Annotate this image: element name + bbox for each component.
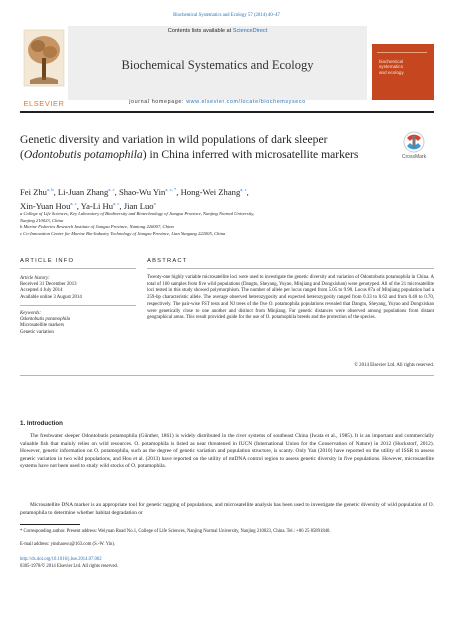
article-info-rule bbox=[20, 268, 136, 269]
keywords bbox=[20, 311, 136, 336]
abstract-text: Twenty-one highly variable microsatellite loci were used to investigate the genetic diversity and variation of Odontobutis potamophila in China. A total of 160 samples from five wild populations (Dangtu, Sheyang, Yuyao, Minjiang and Dongxishan) were genotyped. All of the 21 microsatellite loci tested in this study showed polymorphism. The number of allele per locus ranged from 5.05 to 9.90. Locus 87a of Minjiang population had a 259-bp characteristic allele. The average observed heterozygosity and expected heterozygosity ranged from 0.33 to 0.62 and from 0.40 to 0.70, respectively. The pair-wise FST tests and NJ trees of the five O. potamophila populations revealed that Dangtu, Sheyang, Yuyao and Dongxishan were genetically close to one another and distinct from Minjiang. Far genetic distances were observed among populations from distant geographical areas. This result provided guide for the use of O. potamophila breeds and the protection of the species. bbox=[147, 275, 434, 321]
footnote-corresponding: * Corresponding author. Present address: Weiyuan Road No.1, College of Life Sciences, Nanjing Normal University, Nanjing 210023, China. Tel.: +86 25 85891840. bbox=[20, 529, 331, 534]
elsevier-logo[interactable] bbox=[22, 28, 66, 100]
elsevier-wordmark: ELSEVIER bbox=[23, 99, 65, 108]
affiliations bbox=[20, 211, 434, 237]
keywords-label: Keywords: bbox=[20, 311, 42, 316]
cover-title bbox=[379, 59, 431, 75]
abstract-copyright: © 2014 Elsevier Ltd. All rights reserved. bbox=[354, 363, 434, 368]
contents-prefix: Contents lists available at bbox=[167, 28, 233, 34]
history-item: Received 31 December 2013 bbox=[20, 282, 77, 288]
keyword: Microsatellite markers bbox=[20, 323, 65, 329]
cover-line-2: systematics bbox=[379, 64, 403, 70]
author[interactable]: Ya-Li Hu$^{a, c}$ bbox=[80, 200, 120, 211]
crossmark-label: CrossMark bbox=[401, 154, 427, 160]
history-item: Accepted 4 July 2014 bbox=[20, 288, 63, 294]
abstract-rule bbox=[147, 268, 434, 269]
issn-line: 0305-1978/© 2014 Elsevier Ltd. All rights reserved. bbox=[20, 564, 119, 569]
article-info-heading: ARTICLE INFO bbox=[20, 258, 75, 264]
crossmark-icon bbox=[393, 130, 435, 166]
article-title: Genetic diversity and variation in wild populations of dark sleeper (Odontobutis potamophila) in China inferred with microsatellite markers bbox=[20, 133, 359, 161]
affiliation: c Co-Innovation Center for Marine Bio-Industry Technology of Jiangsu Province, Lian Yungang 222005, China bbox=[20, 230, 226, 236]
keyword: Odontobutis potamophila bbox=[20, 317, 71, 323]
cover-line-1: biochemical bbox=[379, 59, 404, 64]
intro-paragraph-1: The freshwater sleeper Odontobutis potamophila (Günther, 1861) is widely distributed in the river systems of southeast China (Iwata et al., 1985). It is an important and commercially valuable fish that mainly relies on wild resources. O. potamophila is listed as near threatened in IUCN (International Union for the Conservation of Nature) in 2012 (Huckstorf, 2012). However, genetic information on O. potamophila, such as the degree of genetic variation and population structure, is scanty. Only Yan (2010) have reported on the utility of ISSR to assess genetic variation in two wild populations, and Hou et al. (2013) have reported on the utility of mtDNA control region to assess genetic diversity in five populations. However, microsatellite systems have not been used to study wild stocks of O. potamophila. bbox=[20, 433, 434, 470]
footnote-rule bbox=[20, 524, 80, 525]
affiliation: Nanjing 210023, China bbox=[20, 217, 64, 223]
article-history bbox=[20, 276, 136, 301]
cover-rule bbox=[377, 52, 427, 53]
history-rule bbox=[20, 305, 136, 306]
doi-link[interactable]: http://dx.doi.org/10.1016/j.bse.2014.07.002 bbox=[20, 557, 102, 562]
journal-title[interactable]: Biochemical Systematics and Ecology bbox=[121, 58, 314, 72]
author[interactable]: Jian Luo$^a$ bbox=[123, 200, 156, 211]
author[interactable]: Li-Juan Zhang$^{a, c}$ bbox=[57, 186, 115, 197]
abstract-heading: ABSTRACT bbox=[147, 258, 188, 264]
keyword: Genetic variation bbox=[20, 329, 54, 335]
author-list: Fei Zhu$^{a, b}$, Li-Juan Zhang$^{a, c}$, Shao-Wu Yin$^{a, c, *}$, Hong-Wei Zhang$^{a, c}$, Xin-Yuan Hou$^{a, c}$, Ya-Li Hu$^{a, c}$, Jian Luo$^a$ bbox=[20, 186, 249, 211]
contents-line bbox=[68, 28, 367, 34]
affiliation: a College of Life Sciences, Key Laboratory of Biodiversity and Biotechnology of Jiangsu Province, Nanjing Normal University, bbox=[20, 211, 255, 216]
crossmark-badge[interactable] bbox=[393, 130, 435, 166]
homepage-link[interactable]: www.elsevier.com/locate/biochemsyseco bbox=[186, 99, 306, 105]
history-label: Article history: bbox=[20, 276, 50, 281]
journal-citation[interactable]: Biochemical Systematics and Ecology 57 (2014) 40–47 bbox=[173, 13, 280, 18]
homepage-prefix: journal homepage: bbox=[129, 99, 187, 105]
author[interactable]: Xin-Yuan Hou$^{a, c}$ bbox=[20, 200, 77, 211]
header-rule bbox=[20, 111, 434, 113]
history-item: Available online 3 August 2014 bbox=[20, 294, 82, 300]
section-heading-introduction: 1. Introduction bbox=[20, 420, 63, 427]
author[interactable]: Hong-Wei Zhang$^{a, c}$ bbox=[180, 186, 247, 197]
affiliation: b Marine Fisheries Research Institute of Jiangsu Province, Nantong 226007, China bbox=[20, 224, 174, 230]
intro-paragraph-2: Microsatellite DNA marker is an appropriate tool for genetic tagging of populations, and microsatellite analysis has been used to investigate the genetic diversity of wild population of O. potamophila to determine whether habitat degradation or bbox=[20, 502, 434, 516]
author[interactable]: Shao-Wu Yin$^{a, c, *}$ bbox=[118, 186, 177, 197]
author[interactable]: Fei Zhu$^{a, b}$ bbox=[20, 186, 54, 197]
sciencedirect-link[interactable]: ScienceDirect bbox=[232, 28, 268, 34]
cover-line-3: and ecology bbox=[379, 69, 404, 75]
journal-homepage bbox=[68, 99, 367, 105]
footnote-email: E-mail address: yinshaowu@163.com (S.-W. Yin). bbox=[20, 542, 116, 547]
elsevier-tree-icon bbox=[22, 28, 66, 100]
abstract-bottom-rule bbox=[20, 375, 434, 376]
